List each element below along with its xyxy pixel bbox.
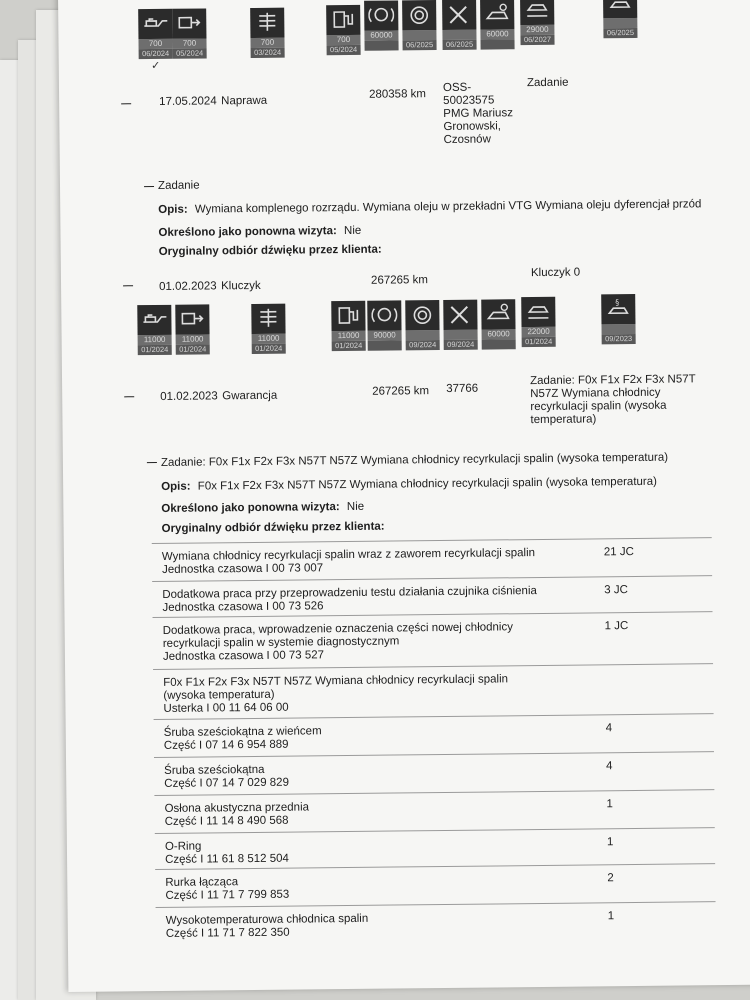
service-tile [367, 300, 402, 350]
document-page [58, 0, 750, 992]
dealer-line: Gronowski, [443, 120, 502, 133]
brake-front-icon [364, 0, 398, 30]
entry-number: 37766 [446, 382, 479, 395]
tile-mileage: 700 [138, 39, 172, 49]
tile-mileage [444, 330, 478, 340]
car-lift-icon [521, 297, 555, 327]
tile-date: 01/2024 [138, 345, 172, 355]
item-description: Śruba sześciokątna [164, 763, 265, 777]
table-row-divider [155, 827, 715, 834]
item-code: Część I 11 71 7 822 350 [165, 926, 290, 940]
repeat-visit [161, 501, 364, 516]
repeat-label: Określono jako ponowna wizyta: [161, 501, 340, 515]
svg-text:§: § [615, 298, 620, 308]
entry-task-label: Zadanie: F0x F1x F2x F3x N57T N57Z Wymiana chłodnicy recyrkulacji spalin (wysoka temperatura) [530, 373, 696, 427]
service-tile [137, 305, 172, 355]
item-quantity: 21 JC [603, 546, 634, 559]
tile-mileage [442, 30, 476, 40]
item-code: Część I 07 14 6 954 889 [163, 738, 289, 752]
entry-mileage: 267265 km [372, 385, 430, 398]
entry-collapse-dash [124, 396, 134, 397]
sound-label-text: Oryginalny odbiór dźwięku przez klienta: [161, 520, 385, 535]
service-tile [603, 0, 638, 38]
tile-mileage: 11000 [138, 335, 172, 345]
car-check-icon [481, 299, 515, 329]
entry-key: Kluczyk 0 [530, 266, 581, 280]
entry-dealer [443, 81, 513, 147]
tile-mileage: 29000 [520, 25, 554, 35]
tile-mileage [402, 30, 436, 40]
entry-mileage: 280358 km [369, 88, 427, 101]
task-heading: Zadanie: F0x F1x F2x F3x N57T N57Z Wymiana chłodnicy recyrkulacji spalin (wysoka temperatura) [160, 451, 669, 469]
table-row [162, 585, 537, 615]
service-tools-icon [442, 0, 476, 30]
tile-date: 09/2024 [406, 340, 440, 350]
tile-date: 09/2023 [602, 334, 636, 344]
task-description [161, 476, 657, 494]
entry-date: 17.05.2024 [159, 95, 217, 108]
item-quantity: 1 [606, 798, 613, 811]
sound-label-text: Oryginalny odbiór dźwięku przez klienta: [158, 243, 382, 258]
oil-can-icon [137, 305, 171, 335]
service-tile [520, 0, 555, 45]
item-code: Usterka I 00 11 64 06 00 [163, 701, 289, 715]
tile-mileage [603, 18, 637, 28]
tile-mileage [406, 330, 440, 340]
item-description: Dodatkowa praca przy przeprowadzeniu testu działania czujnika ciśnienia [162, 585, 537, 601]
opis-label: Opis: [161, 480, 191, 493]
brake-pad-icon [402, 0, 436, 30]
tile-mileage: 11000 [332, 331, 366, 341]
tile-mileage: 60000 [364, 30, 398, 40]
svg-text:§ [617, 0, 621, 1]
fuel-pump-icon [331, 301, 365, 331]
item-code: (wysoka temperatura) [163, 688, 275, 702]
entry-type: Naprawa [221, 94, 268, 108]
item-code: Część I 11 61 8 512 504 [165, 852, 289, 866]
service-tile [481, 299, 516, 349]
tile-mileage: 90000 [368, 330, 402, 340]
item-code: Jednostka czasowa I 00 73 527 [162, 649, 325, 663]
tile-date [365, 40, 399, 50]
item-description: O-Ring [164, 840, 202, 853]
dealer-line: 50023575 [443, 94, 495, 107]
tile-date: 03/2024 [251, 48, 285, 58]
item-description: Wymiana chłodnicy recyrkulacji spalin wraz z zaworem recyrkulacji spalin [161, 547, 536, 563]
tile-date [482, 339, 516, 349]
item-code: recyrkulacji spalin w systemie diagnostycznym [162, 635, 400, 650]
service-tile [364, 0, 399, 50]
entry-mileage: 267265 km [370, 274, 428, 287]
item-description: Wysokotemperaturowa chłodnica spalin [165, 912, 369, 927]
table-row [163, 673, 508, 716]
table-row-divider [154, 789, 714, 796]
fuel-filter-icon [172, 8, 206, 38]
oil-can-icon [138, 9, 172, 39]
entry-collapse-dash [121, 103, 131, 104]
repeat-label: Określono jako ponowna wizyta: [158, 225, 337, 239]
table-row [163, 621, 514, 664]
item-quantity: 2 [607, 872, 614, 885]
item-quantity: 3 JC [604, 584, 628, 597]
service-tile [138, 9, 173, 72]
service-tile [480, 0, 515, 50]
task-collapse-dash [147, 462, 157, 463]
table-row-divider [152, 575, 712, 582]
legal-inspection-icon [601, 294, 635, 324]
tile-mileage: 60000 [482, 329, 516, 339]
table-row [164, 725, 322, 753]
item-description: Osłona akustyczna przednia [164, 801, 310, 815]
service-tile [521, 297, 556, 347]
tile-mileage: 60000 [480, 29, 514, 39]
service-tile [443, 300, 478, 350]
entry-date: 01.02.2023 [159, 280, 217, 293]
table-row [166, 913, 369, 941]
tile-date: 06/2025 [443, 40, 477, 50]
opis-text: Wymiana komplenego rozrządu. Wymiana oleju w przekładni VTG Wymiana oleju dyferencjał przód [194, 198, 702, 216]
table-row-divider [154, 751, 714, 758]
service-tile [402, 0, 437, 50]
cabin-filter-icon [250, 8, 284, 38]
item-description: Dodatkowa praca, wprowadzenie oznaczenia części nowej chłodnicy [162, 621, 514, 637]
service-tools-icon [443, 300, 477, 330]
car-lift-icon [520, 0, 554, 25]
tile-date [481, 39, 515, 49]
repeat-value: Nie [343, 224, 362, 238]
service-tile [601, 294, 636, 344]
table-row-divider [152, 537, 712, 544]
task-heading: Zadanie [157, 179, 200, 192]
item-quantity: 1 JC [604, 620, 629, 633]
table-row-divider [156, 901, 716, 908]
task-collapse-dash [144, 186, 154, 187]
tile-mileage: 22000 [522, 327, 556, 337]
dealer-line: Czosnów [443, 133, 491, 146]
entry-date: 01.02.2023 [160, 390, 218, 403]
item-code: Część I 11 14 8 490 568 [164, 814, 289, 828]
tile-mileage: 700 [172, 38, 206, 48]
item-description: Śruba sześciokątna z wieńcem [163, 725, 322, 739]
dealer-line: PMG Mariusz [443, 107, 513, 120]
tile-date: 05/2024 [173, 48, 207, 58]
item-quantity: 4 [606, 760, 613, 773]
sound-label [162, 521, 385, 536]
service-tile [326, 5, 361, 55]
tile-mileage: 700 [250, 38, 284, 48]
tile-date: 06/2025 [603, 28, 637, 38]
task-description [158, 198, 701, 217]
tile-date: 06/2027 [520, 35, 554, 45]
dealer-line: OSS- [442, 81, 472, 94]
service-tile [175, 304, 210, 354]
table-row [162, 547, 535, 577]
table-row [164, 764, 289, 791]
opis-text: F0x F1x F2x F3x N57T N57Z Wymiana chłodnicy recyrkulacji spalin (wysoka temperatura) [197, 475, 658, 493]
entry-collapse-dash [123, 285, 133, 286]
item-code: Część I 07 14 7 029 829 [164, 776, 290, 790]
tile-date: 09/2024 [444, 340, 478, 350]
service-tile [250, 8, 285, 58]
car-check-icon [480, 0, 514, 30]
item-quantity: 1 [606, 836, 614, 849]
service-tile [331, 301, 366, 351]
check-mark-icon: ✓ [151, 59, 161, 73]
sound-label [159, 244, 382, 259]
entry-task-label: Zadanie [526, 76, 569, 90]
brake-front-icon [367, 300, 401, 330]
table-row [164, 801, 309, 829]
repeat-visit [158, 225, 361, 240]
table-row-divider [153, 663, 713, 670]
item-description: F0x F1x F2x F3x N57T N57Z Wymiana chłodnicy recyrkulacji spalin [163, 673, 509, 689]
tile-date: 01/2024 [332, 341, 366, 351]
tile-mileage [601, 324, 635, 334]
item-description: Rurka łącząca [165, 876, 239, 889]
service-tile [405, 300, 440, 350]
item-code: Część I 11 71 7 799 853 [165, 888, 290, 902]
tile-mileage: 11000 [252, 334, 286, 344]
legal-inspection-icon [603, 0, 637, 18]
tile-mileage: 11000 [176, 334, 210, 344]
tile-date: 01/2024 [176, 344, 210, 354]
tile-date: 01/2024 [522, 337, 556, 347]
tile-date: 01/2024 [252, 344, 286, 354]
brake-pad-icon [405, 300, 439, 330]
fuel-filter-icon [175, 304, 209, 334]
tile-date: 06/2024 [139, 49, 173, 59]
fuel-pump-icon [326, 5, 360, 35]
tile-date [368, 340, 402, 350]
service-tile [251, 304, 286, 354]
tile-date: 05/2024 [327, 45, 361, 55]
item-quantity: 4 [605, 722, 613, 735]
item-quantity: 1 [607, 910, 615, 923]
table-row [165, 876, 289, 903]
table-row [165, 840, 289, 867]
tile-mileage: 700 [326, 35, 360, 45]
service-tile [442, 0, 477, 50]
entry-type: Gwarancja [222, 389, 278, 403]
opis-label: Opis: [158, 203, 188, 216]
cabin-filter-icon [251, 304, 285, 334]
service-tile [172, 8, 207, 58]
repeat-value: Nie [346, 500, 365, 514]
item-code: Jednostka czasowa I 00 73 007 [161, 562, 324, 576]
tile-date: 06/2025 [403, 40, 437, 50]
entry-type: Kluczyk [221, 279, 261, 293]
item-code: Jednostka czasowa I 00 73 526 [162, 600, 324, 614]
